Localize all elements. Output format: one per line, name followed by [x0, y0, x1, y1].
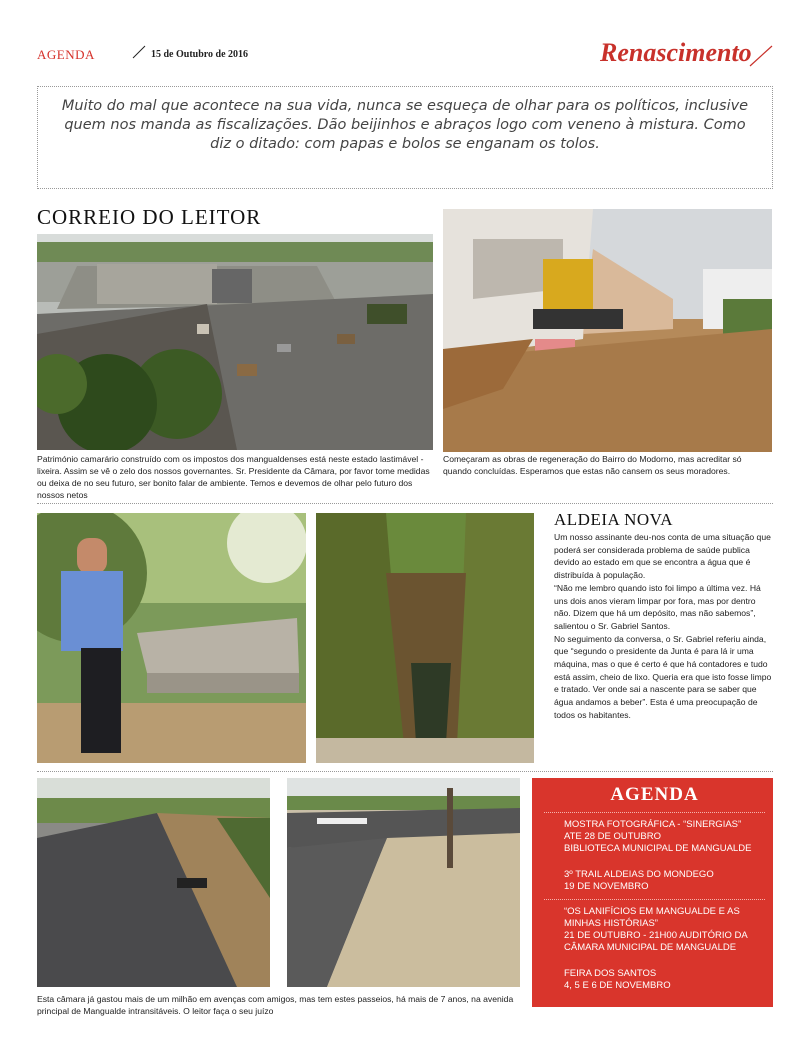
quote-text: Muito do mal que acontece na sua vida, nunca se esqueça de olhar para os políticos, inclusive quem nos manda as fiscalizações. Dão beijinhos e abraços logo com veneno à mistura. Como diz o ditado: com papas e bolos se enganam os tolos. — [61, 98, 749, 152]
agenda-item — [544, 819, 765, 855]
agenda-separator — [544, 899, 765, 900]
agenda-box — [532, 778, 773, 1007]
aldeia-paragraph-3: No seguimento da conversa, o Sr. Gabriel referiu ainda, que “segundo o presidente da Junta é para lá ir uma máquina, mas o que é certo é que há contadores e tudo está assim, cheio de lixo. Queria era que isto fosse limpo e tratado. Ver onde sai a nascente para se saber que água andamos a beber”. Esta é uma preocupação de todos os habitantes. — [554, 633, 772, 720]
issue-date: 15 de Outubro de 2016 — [151, 49, 249, 60]
dump-site-photo — [37, 234, 433, 450]
agenda-item — [544, 968, 765, 992]
aldeia-paragraph-1: Um nosso assinante deu-nos conta de uma situação que poderá ser considerada problema de saúde publica devido ao estado em que se encontra a água que é distribuída à população. — [554, 532, 771, 581]
sidewalk-photo — [287, 778, 520, 987]
man-photo — [37, 513, 306, 763]
avenue-road-photo — [37, 778, 270, 987]
agenda-item-line: BIBLIOTECA MUNICIPAL DE MANGUALDE — [564, 843, 752, 854]
agenda-separator — [544, 812, 765, 813]
aldeia-article — [554, 531, 772, 722]
sidewalk-caption: Esta câmara já gastou mais de um milhão em avenças com amigos, mas tem estes passeios, há mais de 7 anos, na avenida principal de Mangualde intransitáveis. O leitor faça o seu juízo — [37, 994, 514, 1016]
masthead-logo: Renascimento — [600, 38, 752, 67]
agenda-item-line: 21 DE OUTUBRO - 21H00 AUDITÓRIO DA CÂMARA MUNICIPAL DE MANGUALDE — [564, 930, 748, 953]
agenda-item-line: ATE 28 DE OUTUBRO — [564, 831, 661, 842]
agenda-item-line: 4, 5 E 6 DE NOVEMBRO — [564, 980, 671, 991]
masthead-swash — [748, 44, 774, 68]
aldeia-heading: ALDEIA NOVA — [554, 510, 673, 529]
construction-photo — [443, 209, 772, 452]
slash-divider — [132, 45, 146, 59]
aldeia-paragraph-2: “Não me lembro quando isto foi limpo a última vez. Há uns dois anos vieram limpar por fora, mas por dentro não. Dizem que há um depósito, mas não sabemos”, salientou o Sr. Gabriel Santos. — [554, 582, 761, 631]
agenda-item-line: 19 DE NOVEMBRO — [564, 881, 649, 892]
agenda-item-line: 3º TRAIL ALDEIAS DO MONDEGO — [564, 869, 714, 880]
construction-caption: Começaram as obras de regeneração do Bairro do Modorno, mas acreditar só quando concluídas. Esperamos que estas não cansem os seus moradores. — [443, 454, 742, 476]
dump-site-caption: Património camarário construído com os impostos dos mangualdenses está neste estado lastimável - lixeira. Assim se vê o zelo dos nossos governantes. Sr. Presidente da Câmara, por favor tome medidas ou deixa de no seu futuro, ser bonito falar de ambiente. Temos e devemos de olhar pelo futuro dos nossos netos — [37, 454, 430, 500]
agenda-item-line: “OS LANIFÍCIOS EM MANGUALDE E AS MINHAS HISTÓRIAS” — [564, 906, 740, 929]
section-divider — [37, 503, 773, 504]
agenda-item — [544, 906, 765, 954]
agenda-item-line: MOSTRA FOTOGRÁFICA - “SINERGIAS” — [564, 819, 742, 830]
section-label: AGENDA — [37, 47, 95, 62]
ditch-photo — [316, 513, 534, 763]
agenda-item — [544, 869, 765, 893]
quote-box — [37, 86, 773, 189]
agenda-title: AGENDA — [610, 784, 699, 805]
agenda-item-line: FEIRA DOS SANTOS — [564, 968, 657, 979]
section-divider-2 — [37, 771, 773, 772]
section-heading: CORREIO DO LEITOR — [37, 205, 262, 229]
